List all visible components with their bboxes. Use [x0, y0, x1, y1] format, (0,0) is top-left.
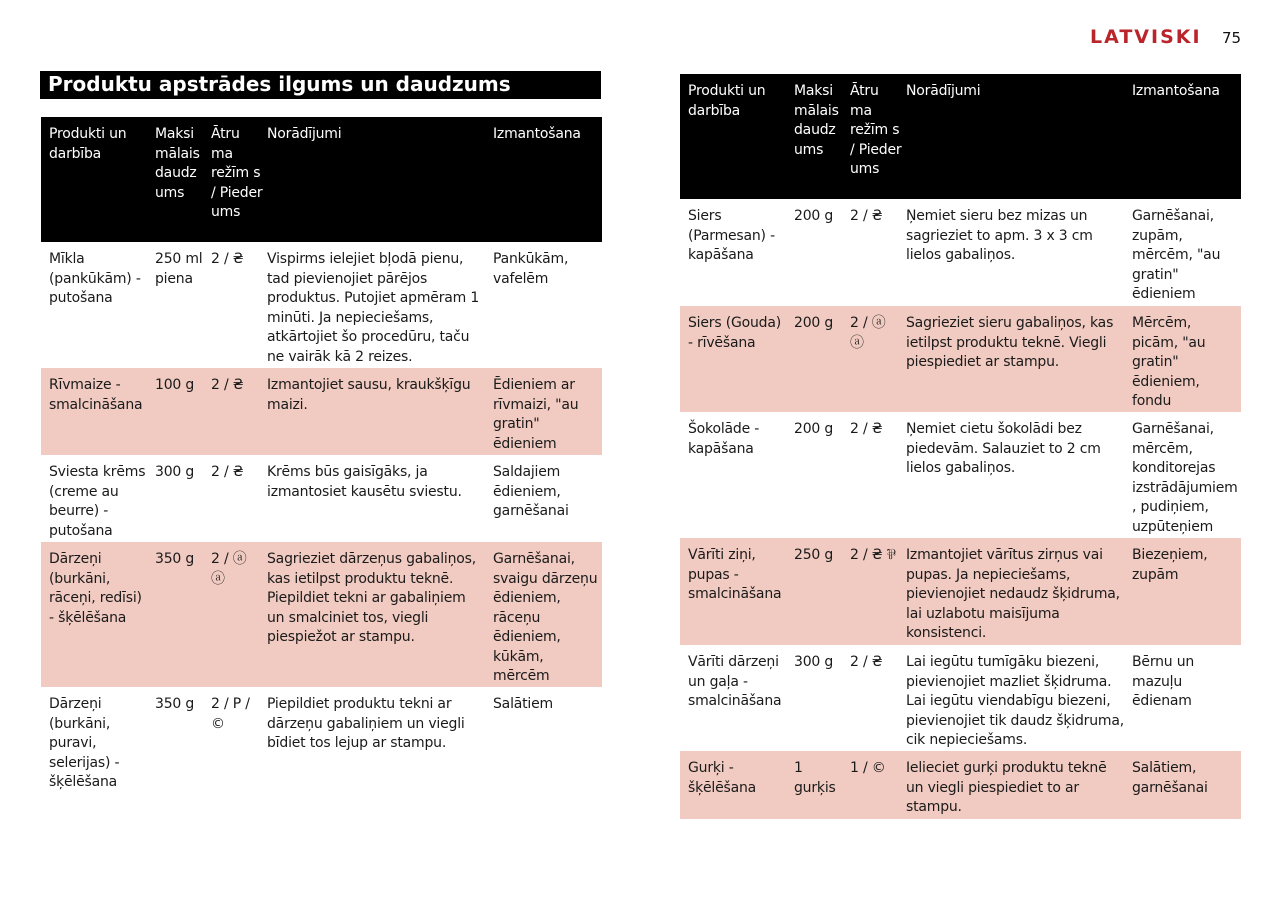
header-usage: Izmantošana — [1128, 74, 1241, 199]
instructions-cell: Lai iegūtu tumīgāku biezeni, pievienojiet mazliet šķidruma. Lai iegūtu viendabīgu biezeni, pievienojiet tik daudz šķidruma, cik nepieciešams. — [906, 654, 1124, 748]
instructions-cell: Ielieciet gurķi produktu teknē un viegli piespiediet to ar stampu. — [904, 751, 1128, 819]
table-row — [680, 412, 1241, 538]
amount-cell: 250 g — [792, 538, 848, 645]
product-cell: Siers (Gouda) - rīvēšana — [680, 306, 792, 412]
instructions-cell: Sagrieziet dārzeņus gabaliņos, kas ietilpst produktu teknē. Piepildiet tekni ar gabaliņiem un smalciniet tos, viegli piespiežot ar stampu. — [265, 542, 489, 687]
product-cell: Vārīti dārzeņi un gaļa - smalcināšana — [688, 654, 782, 709]
speed-cell: 2 / ⓐ ⓐ — [848, 306, 904, 412]
speed-cell: 2 / ₴ — [211, 251, 244, 267]
header-products: Produkti un darbība — [41, 117, 153, 242]
product-cell: Šokolāde - kapāšana — [688, 421, 760, 457]
header-products: Produkti un darbība — [680, 74, 792, 199]
header-max-amount: Maksi mālais daudz ums — [153, 117, 209, 242]
amount-cell: 200 g — [794, 421, 834, 437]
speed-cell: 1 / © — [848, 751, 904, 819]
speed-cell: 2 / ⓐ ⓐ — [209, 542, 265, 687]
usage-cell: Bērnu un mazuļu ēdienam — [1132, 654, 1195, 709]
usage-cell: Saldajiem ēdieniem, garnēšanai — [493, 464, 569, 519]
instructions-cell: Izmantojiet sausu, kraukšķīgu maizi. — [265, 368, 489, 455]
speed-cell: 2 / ₴ — [850, 654, 883, 670]
amount-cell: 100 g — [153, 368, 209, 455]
table-row — [41, 687, 602, 797]
section-title: Produktu apstrādes ilgums un daudzums — [40, 71, 601, 99]
speed-cell: 2 / ₴ — [211, 464, 244, 480]
amount-cell: 200 g — [794, 208, 834, 224]
table-header-row — [680, 74, 1241, 199]
amount-cell: 350 g — [155, 696, 195, 712]
usage-cell: Ēdieniem ar rīvmaizi, "au gratin" ēdieniem — [489, 368, 602, 455]
table-row — [41, 542, 602, 687]
header-usage: Izmantošana — [489, 117, 602, 242]
table-row — [680, 645, 1241, 751]
amount-cell: 200 g — [792, 306, 848, 412]
speed-cell: 2 / P / © — [211, 696, 250, 732]
product-cell: Dārzeņi (burkāni, rāceņi, redīsi) - šķēlēšana — [41, 542, 153, 687]
product-cell: Rīvmaize - smalcināšana — [41, 368, 153, 455]
instructions-cell: Ņemiet sieru bez mizas un sagrieziet to apm. 3 x 3 cm lielos gabaliņos. — [906, 208, 1093, 263]
amount-cell: 250 ml piena — [155, 251, 203, 287]
amount-cell: 350 g — [153, 542, 209, 687]
table-header-row — [41, 117, 602, 242]
table-row — [41, 455, 602, 542]
usage-cell: Pankūkām, vafelēm — [493, 251, 569, 287]
instructions-cell: Vispirms ielejiet bļodā pienu, tad pievienojiet pārējos produktus. Putojiet apmēram 1 minūti. Ja nepieciešams, atkārtojiet šo procedūru, taču ne vairāk kā 2 reizes. — [267, 251, 480, 365]
amount-cell: 1 gurķis — [792, 751, 848, 819]
page-number: 75 — [1222, 29, 1242, 47]
header-max-amount: Maksi mālais daudz ums — [792, 74, 848, 199]
product-cell: Siers (Parmesan) - kapāšana — [688, 208, 775, 263]
product-cell: Mīkla (pankūkām) - putošana — [49, 251, 141, 306]
table-row — [680, 751, 1241, 819]
speed-cell: 2 / ₴ — [209, 368, 265, 455]
usage-cell: Salātiem, garnēšanai — [1128, 751, 1241, 819]
usage-cell: Garnēšanai, svaigu dārzeņu ēdieniem, rāceņu ēdieniem, kūkām, mērcēm — [489, 542, 602, 687]
instructions-cell: Piepildiet produktu tekni ar dārzeņu gabaliņiem un viegli bīdiet tos lejup ar stampu. — [267, 696, 465, 751]
product-cell: Gurķi - šķēlēšana — [680, 751, 792, 819]
header-instructions: Norādījumi — [904, 74, 1128, 199]
speed-cell: 2 / ₴ — [850, 208, 883, 224]
product-cell: Sviesta krēms (creme au beurre) - putošana — [49, 464, 146, 539]
table-row — [41, 368, 602, 455]
product-cell: Dārzeņi (burkāni, puravi, selerijas) - šķēlēšana — [49, 696, 120, 790]
header-speed-accessory: Ātru ma režīm s / Pieder ums — [848, 74, 904, 199]
instructions-cell: Krēms būs gaisīgāks, ja izmantosiet kausētu sviestu. — [267, 464, 462, 500]
product-table-left — [41, 117, 602, 797]
speed-cell: 2 / ₴ ⅌ — [848, 538, 904, 645]
usage-cell: Mērcēm, picām, "au gratin" ēdieniem, fondu — [1128, 306, 1241, 412]
header-instructions: Norādījumi — [265, 117, 489, 242]
amount-cell: 300 g — [794, 654, 834, 670]
table-row — [680, 199, 1241, 306]
usage-cell: Biezeņiem, zupām — [1128, 538, 1241, 645]
table-row — [680, 306, 1241, 412]
usage-cell: Salātiem — [493, 696, 553, 712]
amount-cell: 300 g — [155, 464, 195, 480]
language-label: LATVISKI — [1090, 26, 1202, 48]
table-row — [680, 538, 1241, 645]
usage-cell: Garnēšanai, mērcēm, konditorejas izstrādājumiem , pudiņiem, uzpūteņiem — [1132, 421, 1238, 535]
speed-cell: 2 / ₴ — [850, 421, 883, 437]
product-cell: Vārīti ziņi, pupas - smalcināšana — [680, 538, 792, 645]
table-row — [41, 242, 602, 368]
instructions-cell: Izmantojiet vārītus zirņus vai pupas. Ja nepieciešams, pievienojiet nedaudz šķidruma, lai uzlabotu maisījuma konsistenci. — [904, 538, 1128, 645]
instructions-cell: Sagrieziet sieru gabaliņos, kas ietilpst produktu teknē. Viegli piespiediet ar stampu. — [904, 306, 1128, 412]
product-table-right — [680, 74, 1241, 819]
header-speed-accessory: Ātru ma režīm s / Pieder ums — [209, 117, 265, 242]
instructions-cell: Ņemiet cietu šokolādi bez piedevām. Salauziet to 2 cm lielos gabaliņos. — [906, 421, 1101, 476]
usage-cell: Garnēšanai, zupām, mērcēm, "au gratin" ēdieniem — [1132, 208, 1221, 302]
